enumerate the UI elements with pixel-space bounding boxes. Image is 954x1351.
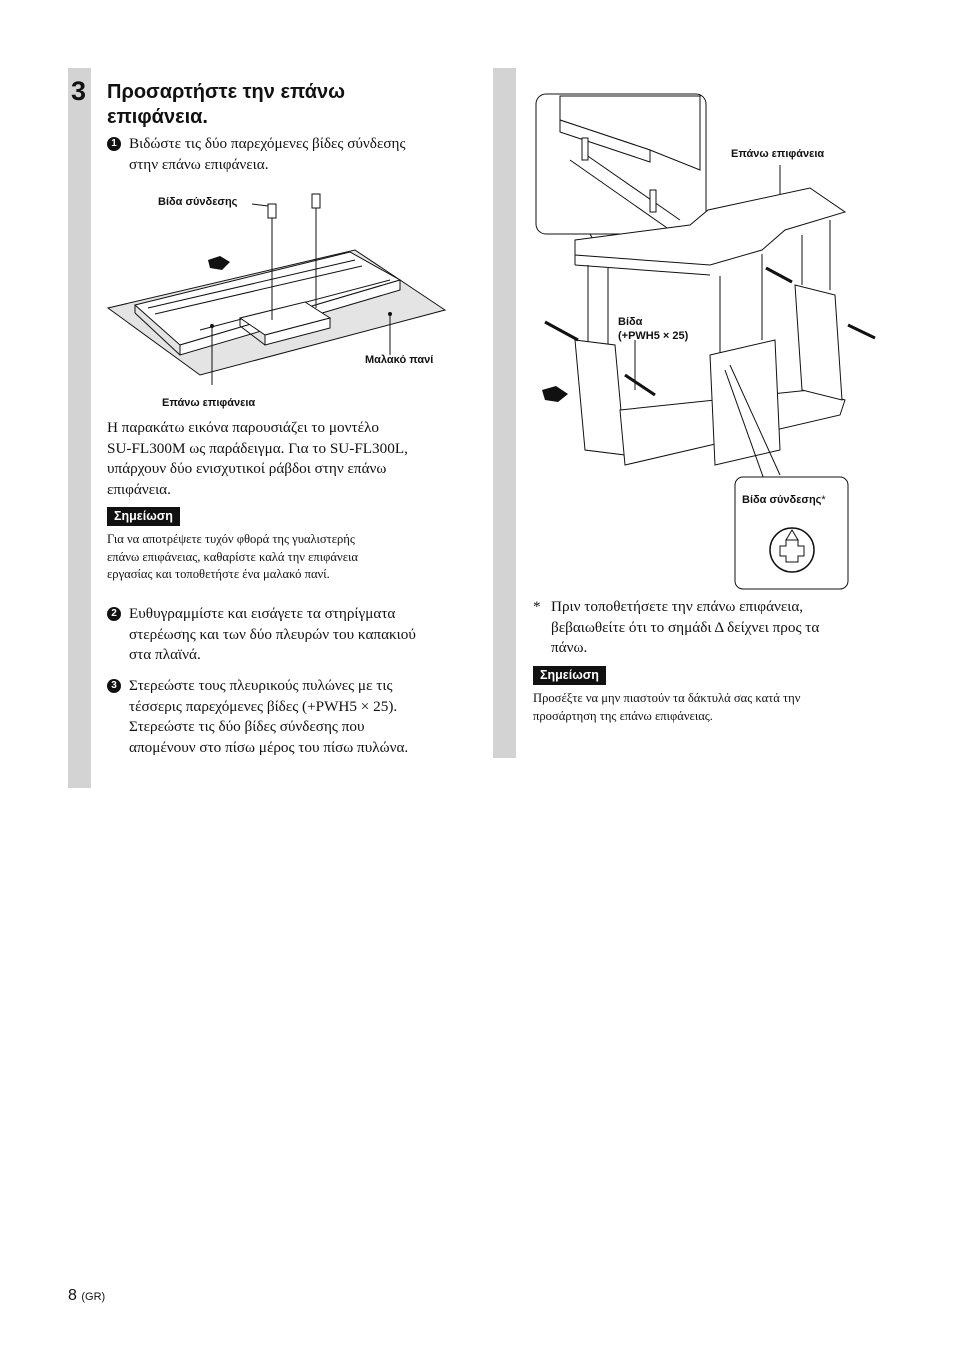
footnote-line2: βεβαιωθείτε ότι το σημάδι Δ δείχνει προς τα: [551, 618, 820, 636]
page-number: 8: [68, 1287, 77, 1304]
page-footer: [68, 1287, 105, 1305]
note1-line1: Για να αποτρέψετε τυχόν φθορά της γυαλιστερής: [107, 532, 355, 546]
para-line4: επιφάνεια.: [107, 480, 171, 498]
note-badge-1: Σημείωση: [107, 507, 180, 526]
footnote-star: *: [533, 598, 541, 615]
note1-line2: επάνω επιφάνειας, καθαρίστε καλά την επιφάνεια: [107, 549, 359, 564]
fig2-label-screw-line1: Βίδα: [618, 316, 643, 328]
item2-line2: στερέωσης και των δύο πλευρών του καπακιού: [129, 625, 416, 643]
bullet-2: 2: [107, 607, 121, 621]
item2-line1: Ευθυγραμμίστε και εισάγετε τα στηρίγματα: [129, 605, 396, 622]
footnote-text: [551, 597, 881, 659]
fig2-label-screw: [618, 315, 688, 343]
item2-line3: στα πλαϊνά.: [129, 646, 201, 663]
fig2-label-screw-line2: (+PWH5 × 25): [618, 330, 689, 342]
step-number: 3: [71, 76, 87, 106]
note-2-text: [533, 690, 893, 725]
note1-line3: εργασίας και τοποθετήστε ένα μαλακό πανί.: [107, 567, 330, 581]
note2-line1: Προσέξτε να μην πιαστούν τα δάκτυλά σας κατά την: [533, 691, 801, 705]
note-badge-2: Σημείωση: [533, 666, 606, 685]
para-line2: SU-FL300M ως παράδειγμα. Για το SU-FL300L,: [107, 439, 408, 457]
fig1-label-top: Επάνω επιφάνεια: [162, 397, 256, 409]
bullet-1: 1: [107, 137, 121, 151]
footnote-line1: Πριν τοποθετήσετε την επάνω επιφάνεια,: [551, 598, 804, 615]
para-line3: υπάρχουν δύο ενισχυτικοί ράβδοι στην επάνω: [107, 460, 387, 477]
figure-1-top-surface: [100, 180, 460, 415]
note2-line2: προσάρτηση της επάνω επιφάνειας.: [533, 708, 713, 723]
figure-2-assembly: [530, 90, 890, 595]
item3-line4: απομένουν στο πίσω μέρος του πίσω πυλώνα.: [129, 738, 409, 756]
bullet-3: 3: [107, 679, 121, 693]
step-title: [107, 80, 345, 130]
fig1-label-cloth: Μαλακό πανί: [365, 354, 434, 366]
figure-1-drawing: [100, 180, 460, 415]
left-column-bar: [68, 68, 91, 788]
instruction-item-3: [107, 676, 489, 758]
step-title-line1: Προσαρτήστε την επάνω: [107, 81, 346, 103]
page-lang: (GR): [81, 1291, 106, 1303]
fig2-label-top: Επάνω επιφάνεια: [731, 148, 825, 160]
fig2-label-joint-text: Βίδα σύνδεσης: [742, 494, 822, 506]
step-title-line2: επιφάνεια.: [107, 106, 208, 128]
fig2-label-joint: [742, 494, 826, 506]
fig1-label-screw: Βίδα σύνδεσης: [158, 196, 238, 208]
right-column-bar: [493, 68, 516, 758]
item1-line2: στην επάνω επιφάνεια.: [129, 155, 269, 173]
para-line1: Η παρακάτω εικόνα παρουσιάζει το μοντέλο: [107, 419, 379, 436]
item3-line2: τέσσερις παρεχόμενες βίδες (+PWH5 × 25).: [129, 697, 398, 715]
instruction-item-2: [107, 604, 489, 666]
instruction-item-1: [107, 134, 489, 175]
model-paragraph: [107, 418, 467, 500]
item3-line1: Στερεώστε τους πλευρικούς πυλώνες με τις: [129, 677, 393, 694]
fig2-label-joint-star: *: [821, 494, 826, 506]
note-1-text: [107, 531, 467, 584]
footnote-line3: πάνω.: [551, 639, 588, 656]
figure-2-drawing: [530, 90, 890, 595]
item1-line1: Βιδώστε τις δύο παρεχόμενες βίδες σύνδεσης: [129, 135, 406, 152]
item3-line3: Στερεώστε τις δύο βίδες σύνδεσης που: [129, 718, 365, 735]
